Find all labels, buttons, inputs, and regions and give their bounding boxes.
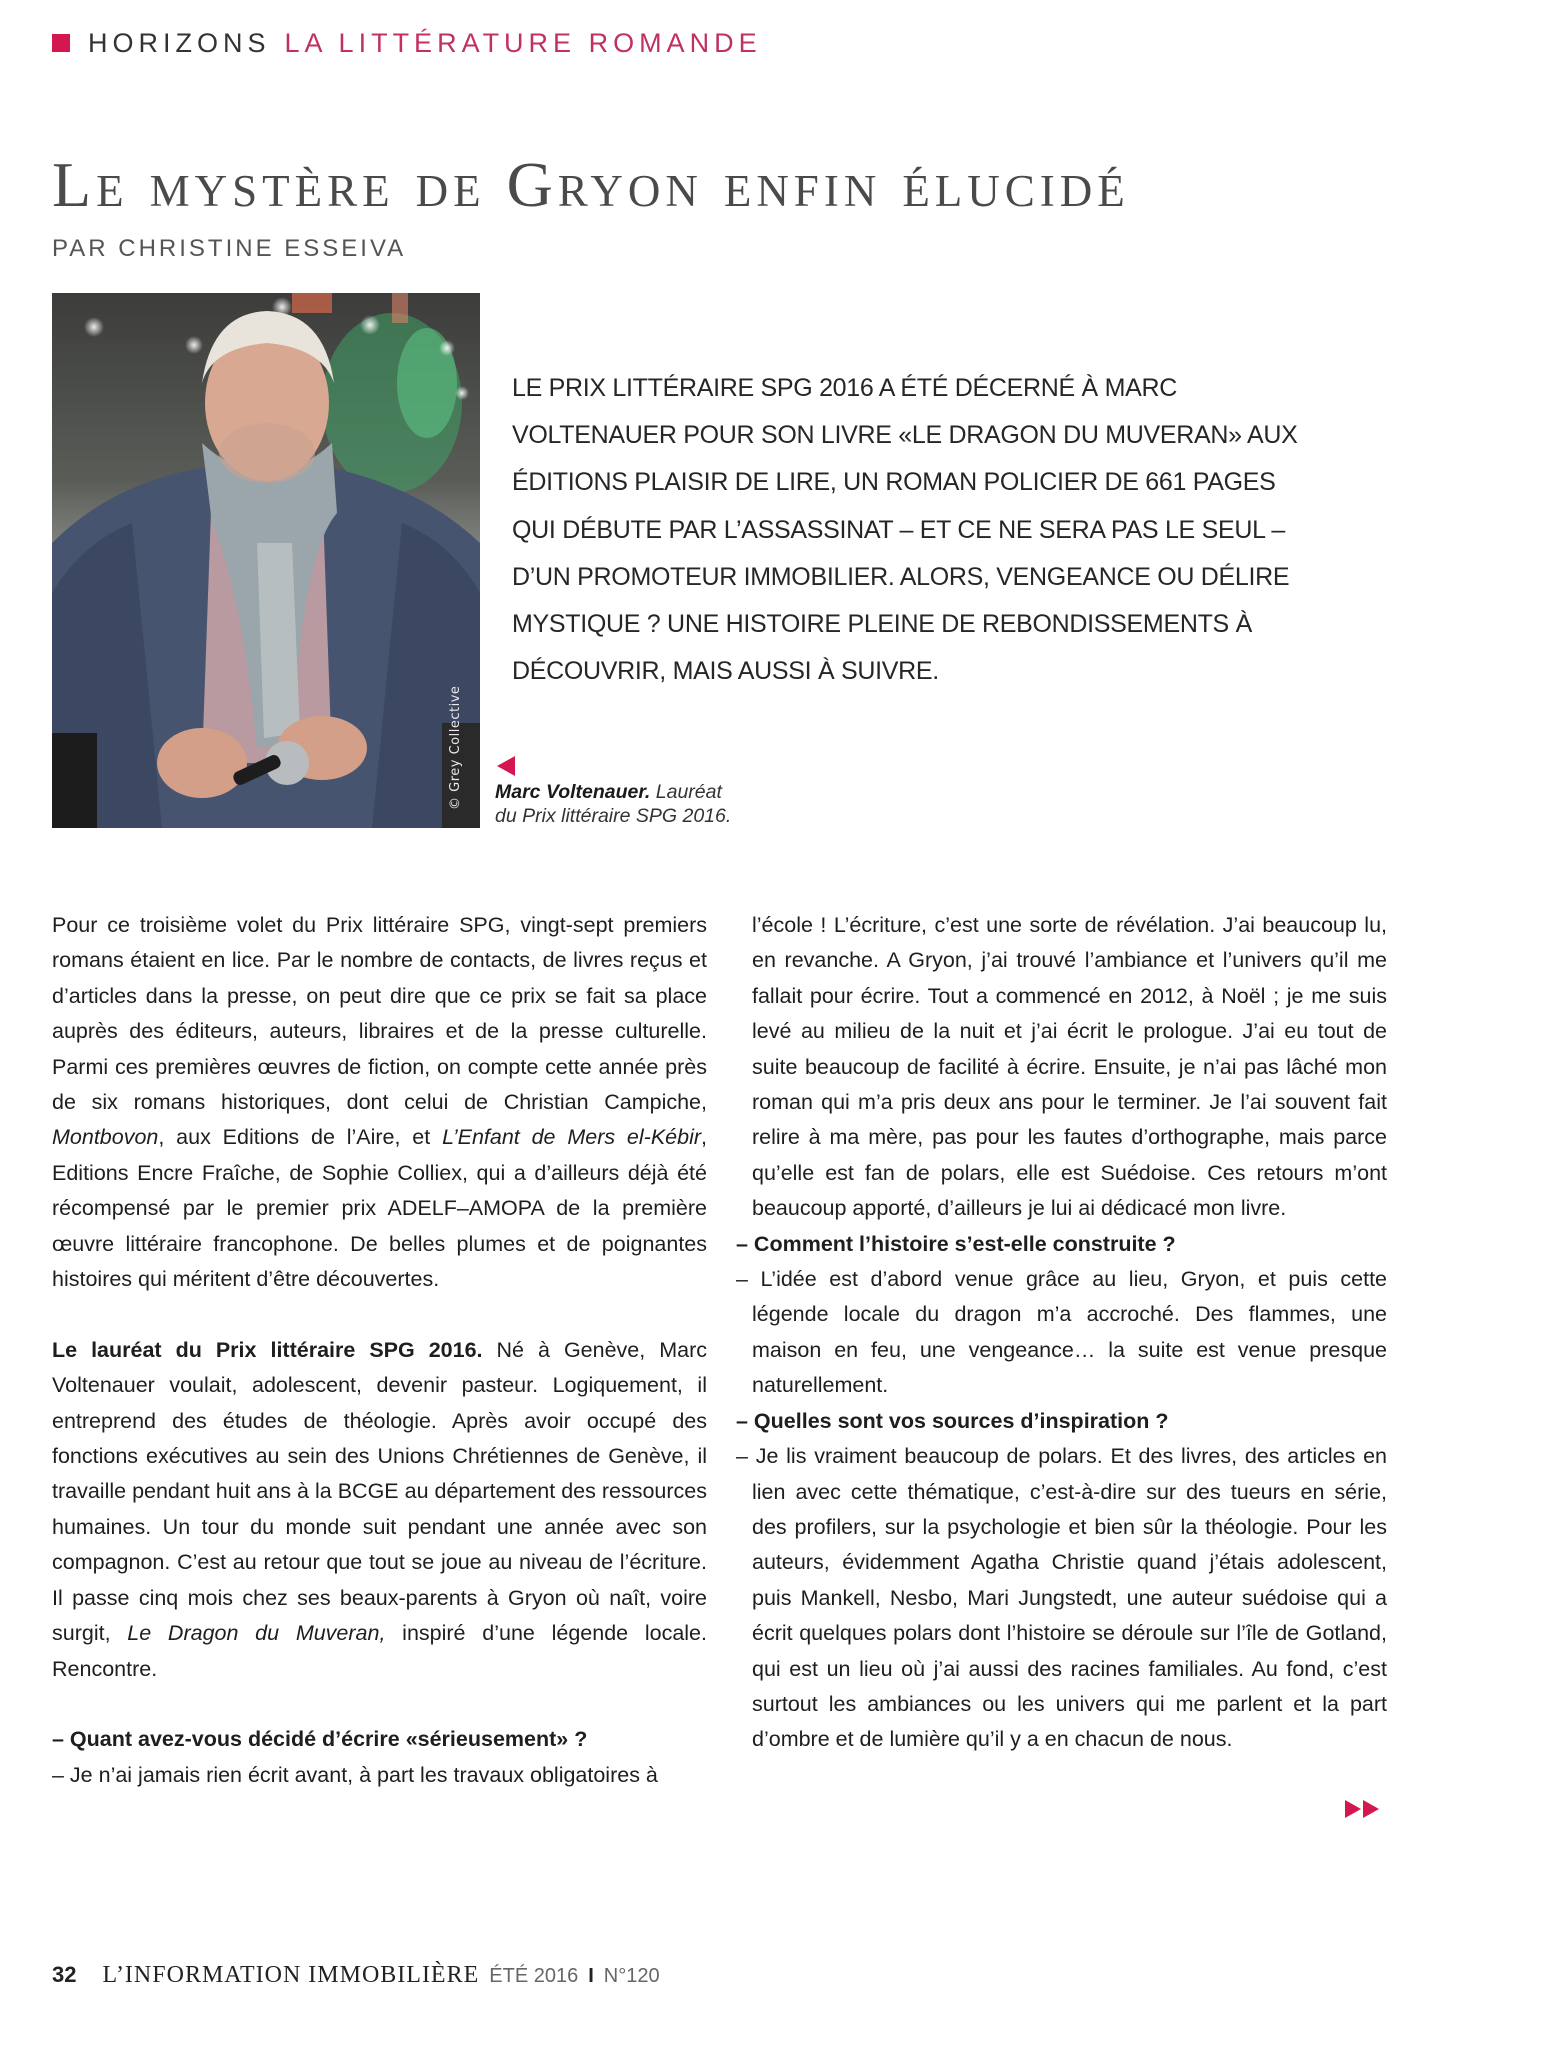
body-paragraph (52, 908, 707, 1297)
book-title: Le Dragon du Muveran, (127, 1621, 386, 1646)
photo-caption (495, 780, 795, 828)
issue-date: ÉTÉ 2016 (489, 1965, 579, 1987)
section-lead-in: Le lauréat du Prix littéraire SPG 2016. (52, 1337, 483, 1362)
interview-answer-start: – Je n’ai jamais rien écrit avant, à part les travaux obligatoires à (52, 1762, 658, 1787)
interview-answer-continued: l’école ! L’écriture, c’est une sorte de révélation. J’ai beaucoup lu, en revanche. A Gryon, j’ai trouvé l’ambiance et l’univers qu’il me fallait pour écrire. Tout a commencé en 2012, à Noël ; je me suis levé au milieu de la nuit et j’ai écrit le prologue. J’ai eu tout de suite beaucoup de facilité à écrire. Ensuite, je n’ai pas lâché mon roman qui m’a pris deux ans pour le terminer. Je l’ai souvent fait relire à ma mère, pas pour les fautes d’orthographe, mais parce qu’elle est fan de polars, elle est Suédoise. Ces retours m’ont beaucoup apporté, d’ailleurs je lui ai dédicacé mon livre. (752, 913, 1387, 1221)
subsection-label: LA LITTÉRATURE ROMANDE (284, 27, 762, 58)
page-number: 32 (52, 1962, 77, 1987)
book-title: L’Enfant de Mers el-Kébir (442, 1125, 702, 1150)
body-text: inspiré d’une légende locale. Rencontre. (52, 1621, 707, 1681)
body-column-left (52, 908, 707, 1793)
section-rubric (52, 28, 762, 58)
article-title: Le mystère de Gryon enfin élucidé (52, 149, 1130, 220)
caption-text-1: Lauréat (650, 781, 722, 803)
interview-answer: – Je lis vraiment beaucoup de polars. Et des livres, des articles en lien avec cette thématique, c’est-à-dire sur des tueurs en série, des profilers, sur la psychologie et bien sûr la théologie. Pour les auteurs, évidemment Agatha Christie quand j’étais adolescent, puis Mankell, Nesbo, Mari Jungstedt, une auteur suédoise qui a écrit quelques polars dont l’histoire se déroule sur l’île de Gotland, qui est un lieu où j’ai aussi des racines familiales. Au fond, c’est surtout les ambiances ou les univers qui me parlent et la part d’ombre et de lumière qu’il y a en chacun de nous. (736, 1444, 1387, 1752)
footer-separator: I (588, 1965, 594, 1987)
article-lead (512, 365, 1302, 695)
body-text: Né à Genève, Marc Voltenauer voulait, adolescent, devenir pasteur. Logiquement, il entreprend des études de théologie. Après avoir occupé des fonctions exécutives au sein des Unions Chrétiennes de Genève, il travaille pendant huit ans à la BCGE au département des ressources humaines. Un tour du monde suit pendant une année avec son compagnon. C’est au retour que tout se joue au niveau de l’écriture. Il passe cinq mois chez ses beaux-parents à Gryon où naît, voire surgit, (52, 1337, 707, 1646)
body-text: , aux Editions de l’Aire, et (158, 1125, 443, 1150)
section-label: HORIZONS (88, 27, 271, 58)
accent-square-icon (52, 34, 70, 52)
issue-number: N°120 (603, 1965, 660, 1987)
book-title: Montbovon (52, 1125, 159, 1150)
caption-text-2: du Prix littéraire SPG 2016. (495, 805, 732, 827)
body-paragraph (52, 1333, 707, 1687)
interview-question: – Quant avez-vous décidé d’écrire «sérieusement» ? (52, 1727, 588, 1752)
article-byline: PAR CHRISTINE ESSEIVA (52, 235, 407, 262)
interview-question: – Quelles sont vos sources d’inspiration ? (736, 1408, 1169, 1433)
interview-question: – Comment l’histoire s’est-elle construite ? (736, 1231, 1176, 1256)
body-text: Pour ce troisième volet du Prix littéraire SPG, vingt-sept premiers romans étaient en lice. Par le nombre de contacts, de livres reçus et d’articles dans la presse, on peut dire que ce prix se fait sa place auprès des éditeurs, auteurs, libraires et de la presse culturelle. Parmi ces premières œuvres de fiction, on compte cette année près de six romans historiques, dont celui de Christian Campiche, (52, 913, 707, 1115)
photo-credit: © Grey Collective (448, 685, 463, 810)
portrait-illustration (52, 293, 480, 828)
continue-arrow-icon (1345, 1800, 1379, 1818)
body-text: , Editions Encre Fraîche, de Sophie Colliex, qui a d’ailleurs déjà été récompensé par le premier prix ADELF–AMOPA de la première œuvre littéraire francophone. De belles plumes et de poignantes histoires qui méritent d’être découvertes. (52, 1125, 707, 1292)
lead-text: LE PRIX LITTÉRAIRE SPG 2016 A ÉTÉ DÉCERNÉ À MARC VOLTENAUER POUR SON LIVRE «LE DRAGON DU MUVERAN» AUX ÉDITIONS PLAISIR DE LIRE, UN ROMAN POLICIER DE 661 PAGES QUI DÉBUTE PAR L’ASSASSINAT – ET CE NE SERA PAS LE SEUL – D’UN PROMOTEUR IMMOBILIER. ALORS, VENGEANCE OU DÉLIRE MYSTIQUE ? UNE HISTOIRE PLEINE DE REBONDISSEMENTS À DÉCOUVRIR, MAIS AUSSI À SUIVRE. (512, 374, 1298, 686)
author-photo (52, 293, 480, 828)
caption-name: Marc Voltenauer. (495, 781, 651, 803)
page-footer (52, 1962, 660, 1989)
body-column-right (736, 908, 1387, 1758)
magazine-name: L’INFORMATION IMMOBILIÈRE (102, 1962, 480, 1988)
interview-answer: – L’idée est d’abord venue grâce au lieu, Gryon, et puis cette légende locale du dragon m’a accroché. Des flammes, une maison en feu, une vengeance… la suite est venue presque naturellement. (736, 1267, 1387, 1398)
caption-pointer-icon (497, 756, 515, 776)
